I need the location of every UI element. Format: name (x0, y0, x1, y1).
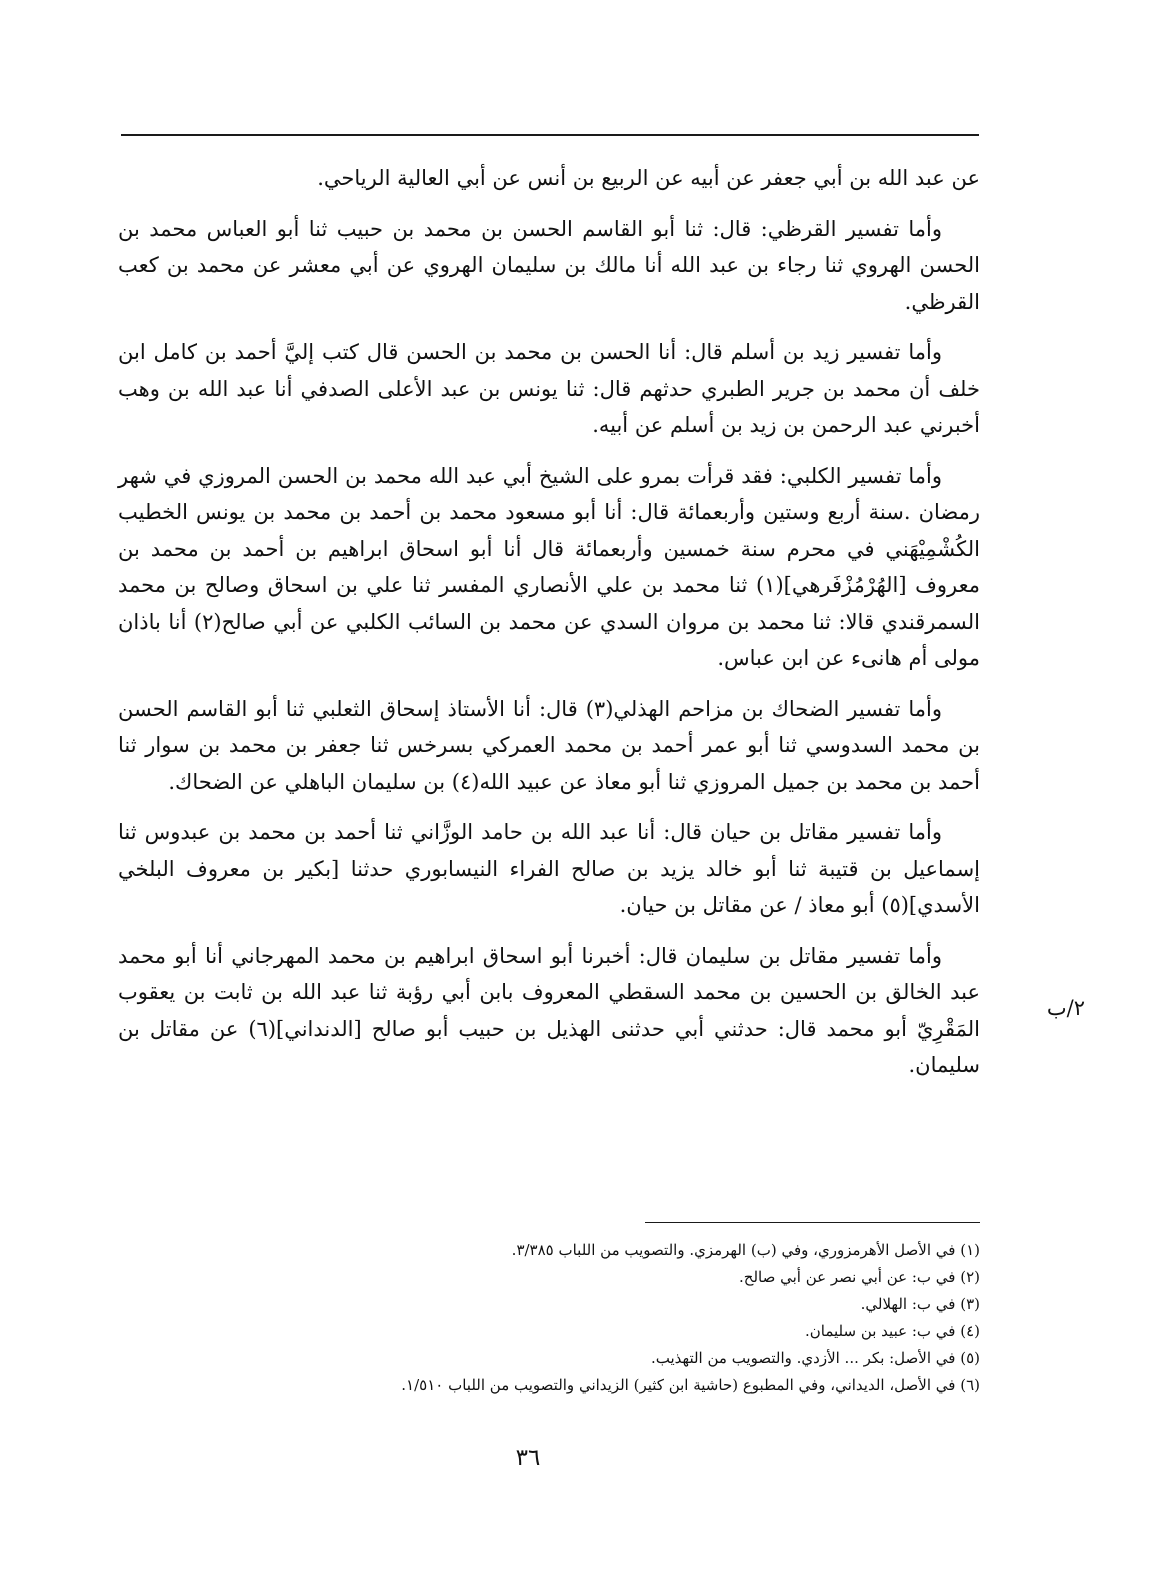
paragraph: وأما تفسير القرظي: قال: ثنا أبو القاسم الحسن بن محمد بن حبيب ثنا أبو العباس محمد بن الحسن الهروي ثنا رجاء بن عبد الله أنا مالك بن سليمان الهروي عن أبي معشر عن محمد بن كعب القرظي. (118, 216, 980, 314)
paragraph: عن عبد الله بن أبي جعفر عن أبيه عن الربيع بن أنس عن أبي العالية الرياحي. (317, 166, 980, 190)
footnote: (٢) في ب: عن أبي نصر عن أبي صالح. (739, 1268, 980, 1286)
paragraph: وأما تفسير الكلبي: فقد قرأت بمرو على الشيخ أبي عبد الله محمد بن الحسن المروزي في شهر رمضان .سنة أربع وستين وأربعمائة قال: أنا أبو مسعود محمد بن أحمد بن محمد بن يونس الخطيب الكُشْمِيْهَني في محرم سنة خمسين وأربعمائة قال أنا أبو اسحاق ابراهيم بن أحمد بن محمد بن معروف [الهُرْمُزْفَرهي](١) ثنا محمد بن علي الأنصاري المفسر ثنا علي بن اسحاق وصالح بن محمد السمرقندي قالا: ثنا محمد بن مروان السدي عن محمد بن السائب الكلبي عن أبي صالح(٢) أنا باذان مولى أم هانىء عن ابن عباس. (118, 463, 981, 670)
header-rule (121, 134, 979, 136)
manuscript-folio-marker: ٢/ب (1046, 996, 1085, 1020)
page-number: ٣٦ (515, 1445, 541, 1471)
paragraph: وأما تفسير زيد بن أسلم قال: أنا الحسن بن محمد بن الحسن قال كتب إليَّ أحمد بن كامل ابن خلف أن محمد بن جرير الطبري حدثهم قال: ثنا يونس بن عبد الأعلى الصدفي أنا عبد الله بن وهب أخبرني عبد الرحمن بن زيد بن أسلم عن أبيه. (118, 340, 980, 437)
main-text (118, 160, 980, 1098)
paragraph: وأما تفسير مقاتل بن حيان قال: أنا عبد الله بن حامد الوزَّاني ثنا أحمد بن محمد بن عبدوس ثنا إسماعيل بن قتيبة ثنا أبو خالد يزيد بن صالح الفراء النيسابوري حدثنا [بكير بن معروف البلخي الأسدي](٥) أبو معاذ / عن مقاتل بن حيان. (118, 820, 980, 917)
footnote: (١) في الأصل الأهرمزوري، وفي (ب) الهرمزي. والتصويب من اللباب ٣/٣٨٥. (511, 1241, 980, 1259)
footnotes (300, 1237, 980, 1399)
footnote: (٣) في ب: الهلالي. (860, 1295, 980, 1313)
paragraph: وأما تفسير مقاتل بن سليمان قال: أخبرنا أبو اسحاق ابراهيم بن محمد المهرجاني أنا أبو محمد عبد الخالق بن الحسين بن محمد السقطي المعروف بابن أبي رؤبة ثنا عبد الله بن ثابت بن يعقوب المَقْرِيّ أبو محمد قال: حدثني أبي حدثنى الهذيل بن حبيب أبو صالح [الدنداني](٦) عن مقاتل بن سليمان. (118, 943, 980, 1077)
footnote-separator (645, 1222, 980, 1223)
paragraph: وأما تفسير الضحاك بن مزاحم الهذلي(٣) قال: أنا الأستاذ إسحاق الثعلبي ثنا أبو القاسم الحسن بن محمد السدوسي ثنا أبو عمر أحمد بن محمد العمركي بسرخس ثنا جعفر بن محمد بن سوار ثنا أحمد بن محمد بن جميل المروزي ثنا أبو معاذ عن عبيد الله(٤) بن سليمان الباهلي عن الضحاك. (118, 696, 980, 794)
footnote: (٥) في الأصل: بكر ... الأزدي. والتصويب من التهذيب. (650, 1349, 980, 1367)
footnote: (٤) في ب: عبيد بن سليمان. (804, 1322, 980, 1340)
footnote: (٦) في الأصل، الديداني، وفي المطبوع (حاشية ابن كثير) الزيداني والتصويب من اللباب ١/٥١٠. (401, 1376, 980, 1394)
